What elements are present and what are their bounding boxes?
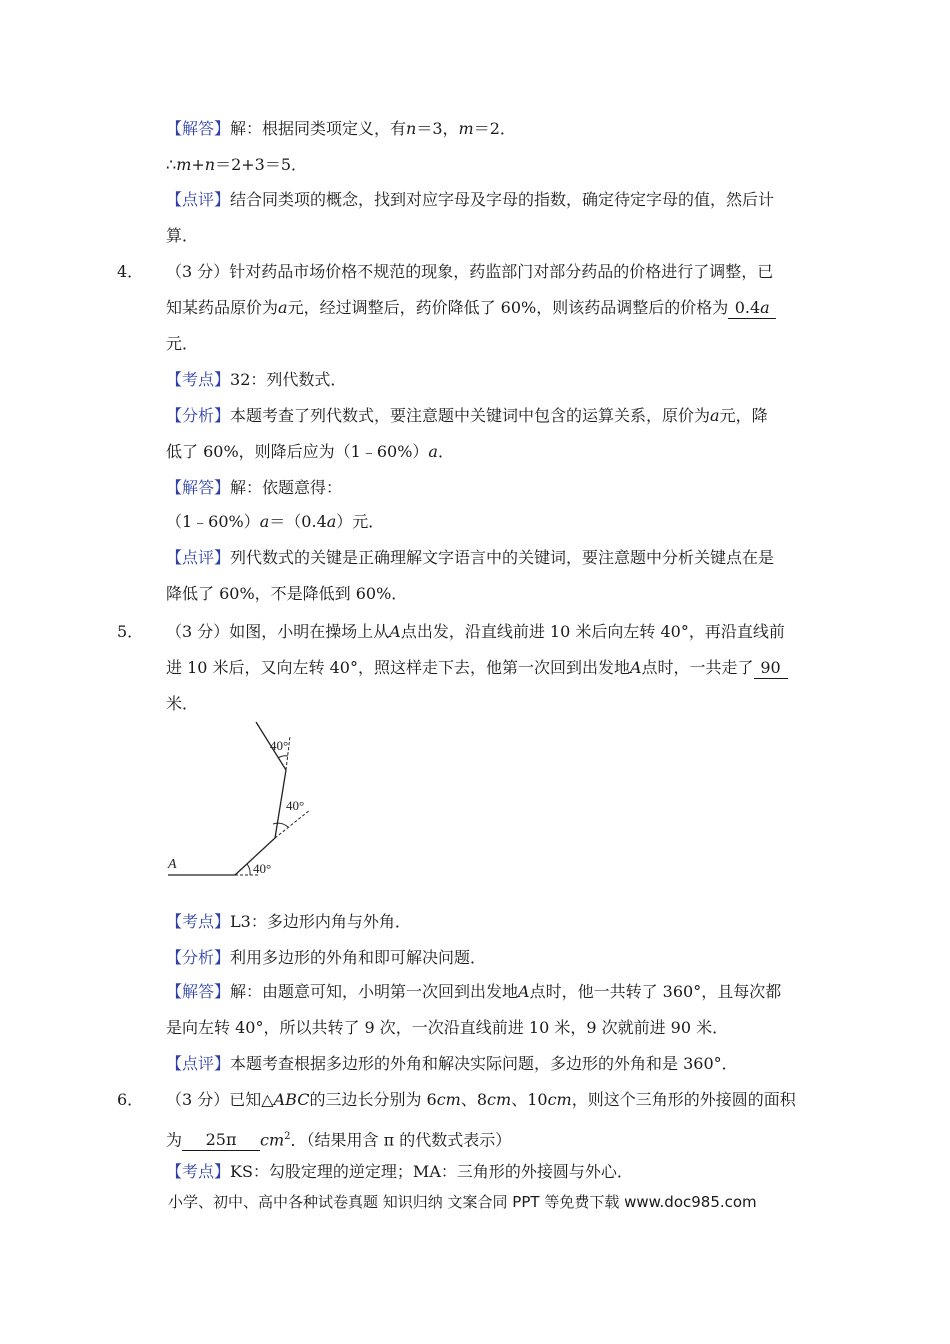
path-segment bbox=[275, 770, 286, 838]
pingping-tag: 【点评】 bbox=[166, 1054, 231, 1073]
angle-label: 40° bbox=[253, 861, 272, 876]
q5-stem-line-3: 米． bbox=[166, 694, 199, 713]
angle-arc bbox=[273, 823, 288, 827]
jieda-tag: 【解答】 bbox=[166, 982, 231, 1001]
q4-number: 4． bbox=[117, 262, 144, 281]
angle-arc bbox=[278, 756, 288, 758]
q6-number: 6． bbox=[117, 1090, 144, 1109]
q5-stem-line-2: 进 10 米后，又向左转 40°，照这样走下去，他第一次回到出发地A点时，一共走了 90 bbox=[166, 658, 788, 679]
kaodian-tag: 【考点】 bbox=[166, 370, 231, 389]
q3-sum-line: ∴m+n＝2+3＝5． bbox=[166, 155, 308, 174]
q5-kaodian: 【考点】L3：多边形内角与外角． bbox=[166, 912, 411, 931]
q4-pingping-line-1: 【点评】列代数式的关键是正确理解文字语言中的关键词，要注意题中分析关键点在是 bbox=[166, 548, 775, 567]
answer-blank: 0.4a bbox=[728, 298, 776, 319]
q5-number: 5． bbox=[117, 622, 144, 641]
walking-path-figure bbox=[160, 718, 330, 883]
pingping-tag: 【点评】 bbox=[166, 548, 231, 567]
q5-jieda-line-1: 【解答】解：由题意可知，小明第一次回到出发地A点时，他一共转了 360°，且每次都 bbox=[166, 982, 782, 1001]
q5-jieda-line-2: 是向左转 40°，所以共转了 9 次，一次沿直线前进 10 米，9 次就前进 90 米． bbox=[166, 1018, 729, 1037]
kaodian-tag: 【考点】 bbox=[166, 1162, 231, 1181]
angle-arc bbox=[247, 864, 250, 875]
q6-stem-line-2: 为 25π $cm^2$．（结果用含 π 的代数式表示） bbox=[166, 1130, 512, 1150]
q4-jieda-line-1: 【解答】解：依题意得： bbox=[166, 478, 343, 497]
q3-answer-line: 【解答】解：根据同类项定义，有n＝3，m＝2． bbox=[166, 119, 516, 138]
q4-pingping-line-2: 降低了 60%，不是降低到 60%． bbox=[166, 584, 408, 603]
q5-stem-line-1: （3 分）如图，小明在操场上从A点出发，沿直线前进 10 米后向左转 40°，再沿直线前 bbox=[166, 622, 785, 641]
q4-fenxi-line-1: 【分析】本题考查了列代数式，要注意题中关键词中包含的运算关系，原价为a元，降 bbox=[166, 406, 768, 425]
answer-blank: 25π bbox=[182, 1130, 260, 1151]
angle-label: 40° bbox=[286, 798, 305, 813]
q4-stem-line-3: 元． bbox=[166, 334, 199, 353]
kaodian-tag: 【考点】 bbox=[166, 912, 231, 931]
q4-fenxi-line-2: 低了 60%，则降后应为（1﹣60%）a． bbox=[166, 442, 454, 461]
jieda-tag: 【解答】 bbox=[166, 478, 231, 497]
q4-stem-line-2: 知某药品原价为a元，经过调整后，药价降低了 60%，则该药品调整后的价格为 0.4a bbox=[166, 298, 776, 319]
point-a-label: A bbox=[168, 857, 177, 872]
angle-label: 40° bbox=[270, 738, 289, 753]
q5-pingping: 【点评】本题考查根据多边形的外角和解决实际问题，多边形的外角和是 360°． bbox=[166, 1054, 738, 1073]
q4-stem-line-1: （3 分）针对药品市场价格不规范的现象，药监部门对部分药品的价格进行了调整，已 bbox=[166, 262, 774, 281]
answer-blank: 90 bbox=[754, 658, 788, 679]
q6-kaodian: 【考点】KS：勾股定理的逆定理；MA：三角形的外接圆与外心． bbox=[166, 1162, 633, 1181]
q4-kaodian: 【考点】32：列代数式． bbox=[166, 370, 347, 389]
fenxi-tag: 【分析】 bbox=[166, 948, 231, 967]
comment-tag: 【点评】 bbox=[166, 190, 231, 209]
fenxi-tag: 【分析】 bbox=[166, 406, 231, 425]
answer-tag: 【解答】 bbox=[166, 119, 231, 138]
q6-stem-line-1: （3 分）已知△ABC的三边长分别为 6cm、8cm、10cm，则这个三角形的外接圆的面积 bbox=[166, 1090, 796, 1109]
q5-fenxi: 【分析】利用多边形的外角和即可解决问题． bbox=[166, 948, 487, 967]
page-footer: 小学、初中、高中各种试卷真题 知识归纳 文案合同 PPT 等免费下载 www.doc985.com bbox=[168, 1193, 757, 1211]
q3-comment-line: 【点评】结合同类项的概念，找到对应字母及字母的指数，确定待定字母的值，然后计 bbox=[166, 190, 775, 209]
q4-jieda-line-2: （1﹣60%）a＝（0.4a）元． bbox=[166, 512, 385, 531]
extension-line bbox=[275, 810, 310, 838]
q3-comment-line-2: 算． bbox=[166, 226, 199, 245]
